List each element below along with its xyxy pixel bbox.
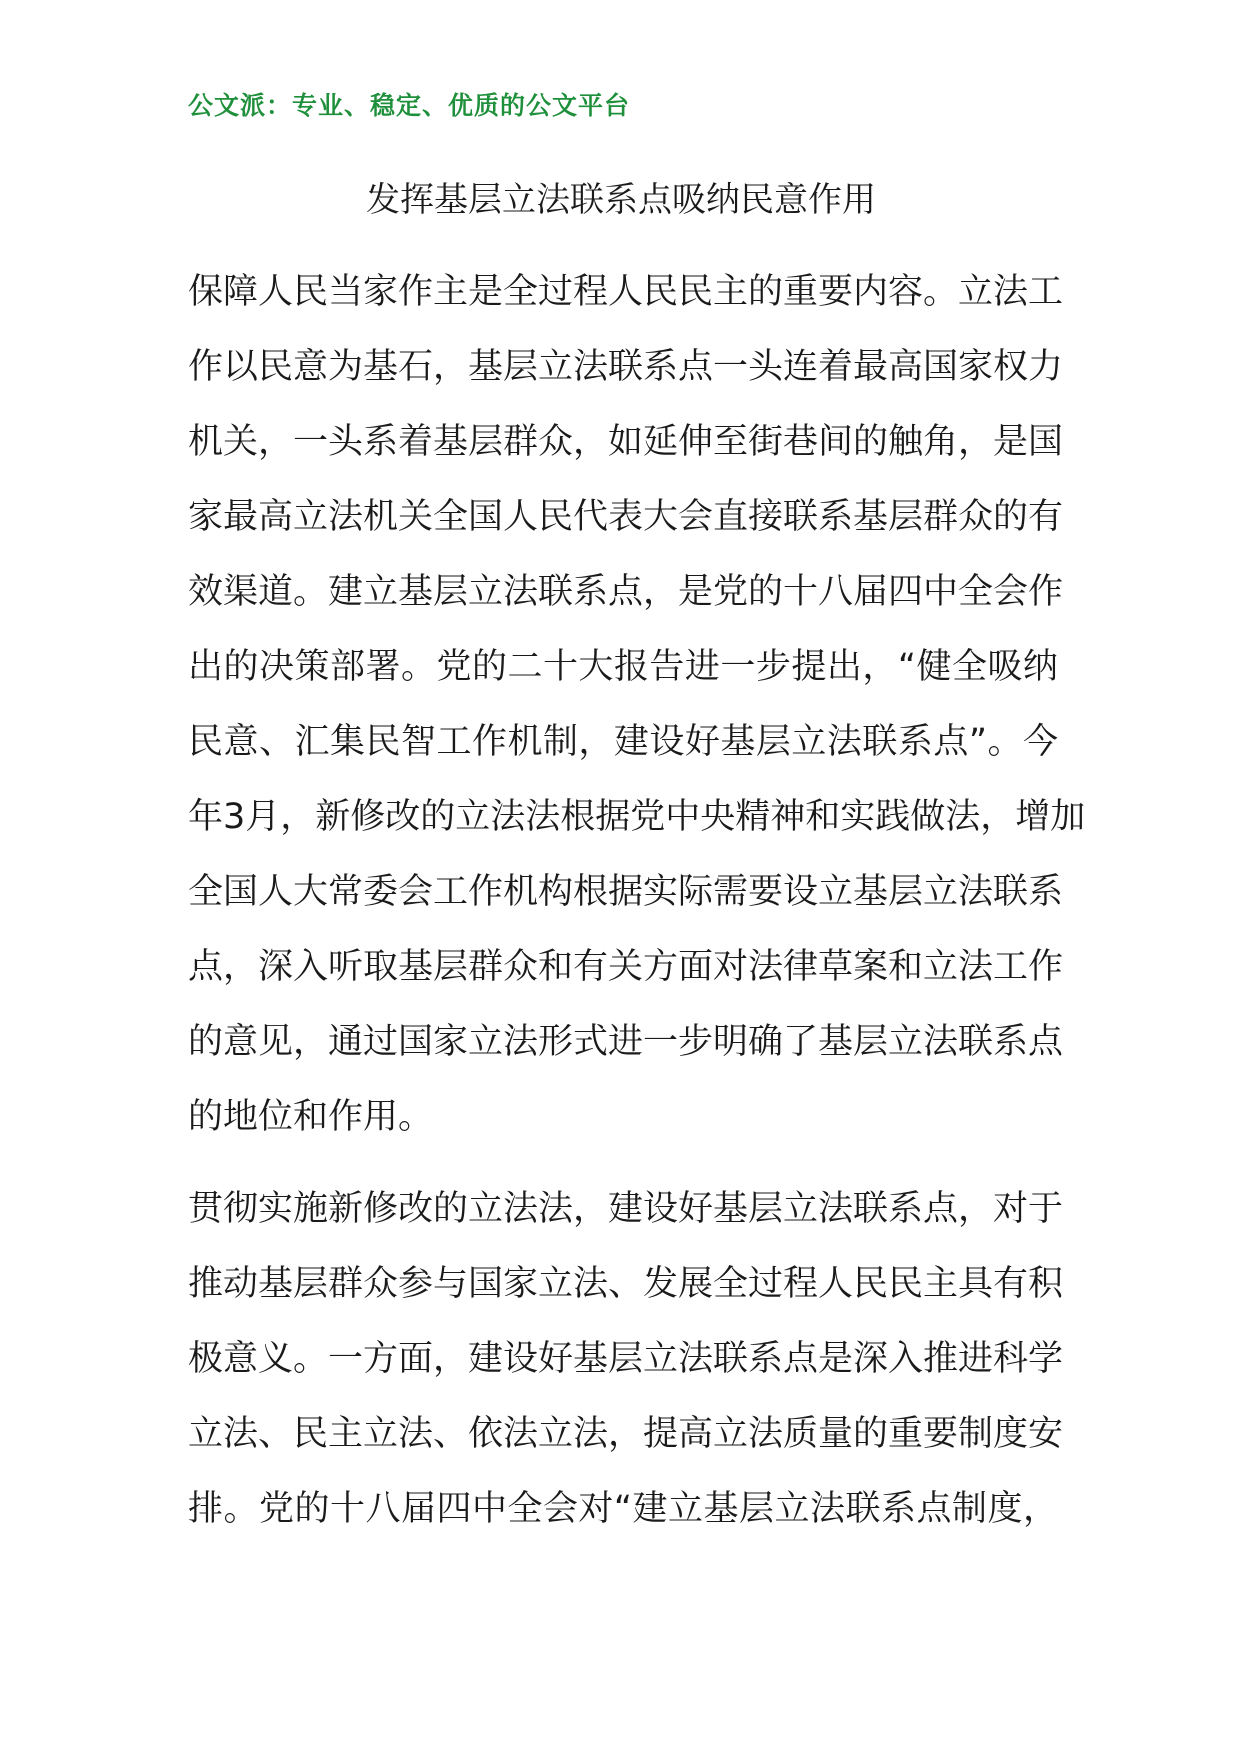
text-line: 民意、汇集民智工作机制，建设好基层立法联系点”。今 [188,722,1058,762]
document-title: 发挥基层立法联系点吸纳民意作用 [366,180,876,220]
text-line: 机关，一头系着基层群众，如延伸至街巷间的触角，是国 [188,422,1064,462]
text-line: 的意见，通过国家立法形式进一步明确了基层立法联系点 [188,1022,1064,1062]
text-line: 年3月，新修改的立法法根据党中央精神和实践做法，增加 [188,797,1086,837]
text-line: 出的决策部署。党的二十大报告进一步提出，“健全吸纳 [188,647,1058,687]
header-tagline: 公文派：专业、稳定、优质的公文平台 [188,91,631,120]
text-line: 贯彻实施新修改的立法法，建设好基层立法联系点，对于 [188,1189,1064,1229]
text-line: 点，深入听取基层群众和有关方面对法律草案和立法工作 [188,947,1064,987]
text-line: 的地位和作用。 [188,1097,434,1137]
text-line: 作以民意为基石，基层立法联系点一头连着最高国家权力 [188,347,1064,387]
paragraph-2 [188,1179,1064,1554]
text-line: 全国人大常委会工作机构根据实际需要设立基层立法联系 [188,872,1064,912]
text-line: 极意义。一方面，建设好基层立法联系点是深入推进科学 [188,1339,1064,1379]
paragraph-1 [188,262,1086,1162]
text-line: 效渠道。建立基层立法联系点，是党的十八届四中全会作 [188,572,1064,612]
text-line: 家最高立法机关全国人民代表大会直接联系基层群众的有 [188,497,1064,537]
text-line: 立法、民主立法、依法立法，提高立法质量的重要制度安 [188,1414,1064,1454]
text-line: 排。党的十八届四中全会对“建立基层立法联系点制度， [188,1489,1058,1529]
text-line: 推动基层群众参与国家立法、发展全过程人民民主具有积 [188,1264,1064,1304]
document-body [188,262,1086,1571]
text-line: 保障人民当家作主是全过程人民民主的重要内容。立法工 [188,272,1064,312]
